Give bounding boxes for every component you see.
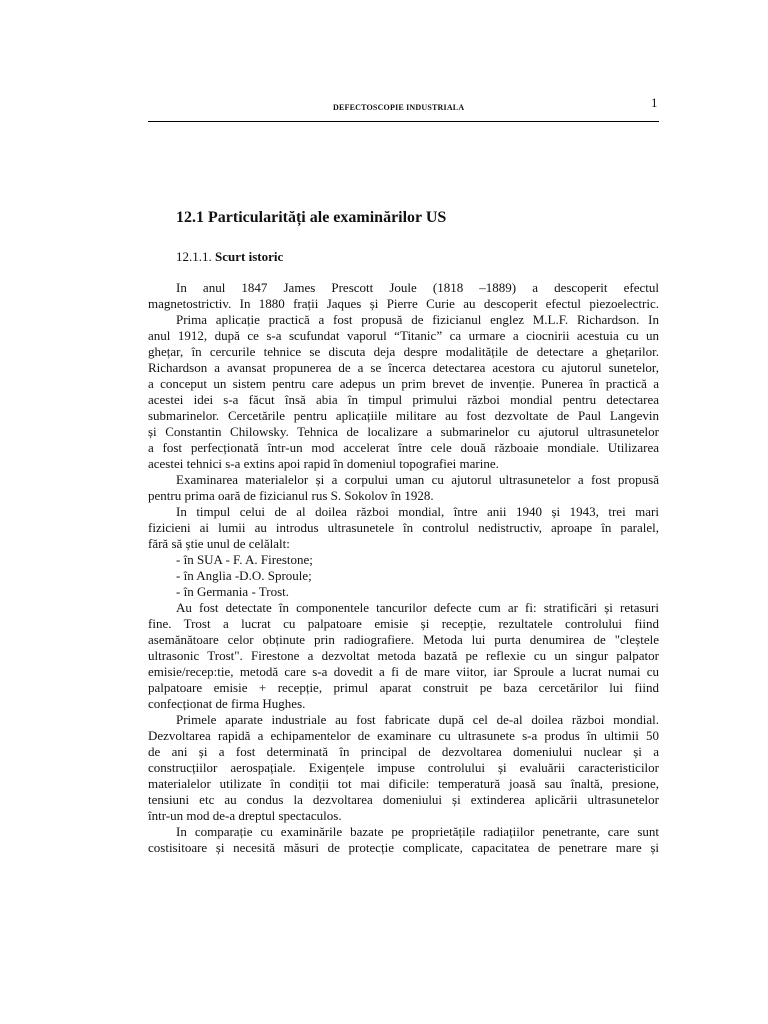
list-item: - în Anglia -D.O. Sproule;: [176, 568, 312, 583]
text-line: materialelor utilizate în condiții tot mai dificile: temperatură joasă sau înaltă, presione,: [148, 776, 659, 791]
text-line: In comparație cu examinările bazate pe proprietățile radiațiilor penetrante, care sunt: [176, 824, 659, 839]
text-line: costisitoare și necesită măsuri de protecție complicate, capacitatea de penetrare mare și: [148, 840, 659, 855]
text-line: a fost perfecționată într-un mod accelerat între cele două războaie mondiale. Utilizarea: [148, 440, 659, 455]
subsection-heading: [176, 249, 283, 265]
running-header-title: DEFECTOSCOPIE INDUSTRIALA: [333, 103, 465, 112]
text-line: acestei idei s-a făcut însă abia în timpul primului război mondial pentru detectarea: [148, 392, 659, 407]
text-line: fără să știe unul de celălalt:: [148, 536, 290, 551]
text-line: anul 1912, după ce s-a scufundat vaporul “Titanic” ca urmare a ciocnirii acestuia cu un: [148, 328, 659, 343]
text-line: confecționat de firma Hughes.: [148, 696, 306, 711]
text-line: Richardson a avansat propunerea de a se încerca detectarea acestora cu ajutorul sunetelor,: [148, 360, 659, 375]
text-line: într-un mod de-a dreptul spectaculos.: [148, 808, 342, 823]
text-line: acestei tehnici s-a extins apoi rapid în domeniul topografiei marine.: [148, 456, 499, 471]
text-line: ghețar, în cercurile tehnice se discuta deja despre modalitățile de detectare a ghețarilor.: [148, 344, 659, 359]
text-line: pentru prima oară de fizicianul rus S. Sokolov în 1928.: [148, 488, 434, 503]
text-line: palpatoare emisie + recepție, primul aparat construit pe baza cercetărilor lui fiind: [148, 680, 659, 695]
text-line: Au fost detectate în componentele tancurilor defecte cum ar fi: stratificări și retasuri: [176, 600, 659, 615]
text-line: magnetostrictiv. In 1880 frații Jaques și Pierre Curie au descoperit efectul piezoelectric.: [148, 296, 659, 311]
text-line: și Constantin Chilowsky. Tehnica de localizare a submarinelor cu ajutorul ultrasunetelor: [148, 424, 659, 439]
header-rule: [148, 121, 659, 122]
text-line: construcțiilor aerospațiale. Exigențele impuse controlului și evaluării caracteristicilor: [148, 760, 659, 775]
text-line: Primele aparate industriale au fost fabricate după cel de-al doilea război mondial.: [176, 712, 659, 727]
text-line: Prima aplicație practică a fost propusă de fizicianul englez M.L.F. Richardson. In: [176, 312, 659, 327]
subsection-title: Scurt istoric: [215, 249, 284, 264]
text-line: a conceput un sistem pentru care adepus un prim brevet de invenție. Punerea în practică a: [148, 376, 659, 391]
text-line: emisie/recep:tie, metodă care s-a dovedit a fi de mare viitor, iar Sproule a lucrat numai cu: [148, 664, 659, 679]
text-line: Dezvoltarea rapidă a echipamentelor de examinare cu ultrasunete s-a produs în ultimii 50: [148, 728, 659, 743]
text-line: In timpul celui de al doilea război mondial, între anii 1940 și 1943, trei mari: [176, 504, 659, 519]
text-line: de ani și a fost determinată în principal de dezvoltarea domeniului nuclear și a: [148, 744, 659, 759]
subsection-number: 12.1.1.: [176, 249, 212, 264]
text-line: submarinelor. Cercetările pentru aplicațiile militare au fost dezvoltate de Paul Langevin: [148, 408, 659, 423]
text-line: asemănătoare celor obținute prin radiografiere. Metoda lui purta denumirea de "cleștele: [148, 632, 659, 647]
text-line: In anul 1847 James Prescott Joule (1818 –1889) a descoperit efectul: [176, 280, 659, 295]
section-heading: 12.1 Particularități ale examinărilor US: [176, 209, 447, 226]
text-line: Examinarea materialelor și a corpului uman cu ajutorul ultrasunetelor a fost propusă: [176, 472, 659, 487]
list-item: - în Germania - Trost.: [176, 584, 290, 599]
text-line: tensiuni etc au condus la dezvoltarea domeniului și extinderea aplicării ultrasunetelor: [148, 792, 659, 807]
text-line: ultrasonic Trost". Firestone a dezvoltat metoda bazată pe reflexie cu un singur palpator: [148, 648, 659, 663]
text-line: fizicieni ai lumii au introdus ultrasunetele în controlul nedistructiv, aproape în paralel,: [148, 520, 659, 535]
list-item: - în SUA - F. A. Firestone;: [176, 552, 313, 567]
text-line: fine. Trost a lucrat cu palpatoare emisie și recepție, rezultatele controlului fiind: [148, 616, 659, 631]
page-number: 1: [651, 95, 658, 110]
